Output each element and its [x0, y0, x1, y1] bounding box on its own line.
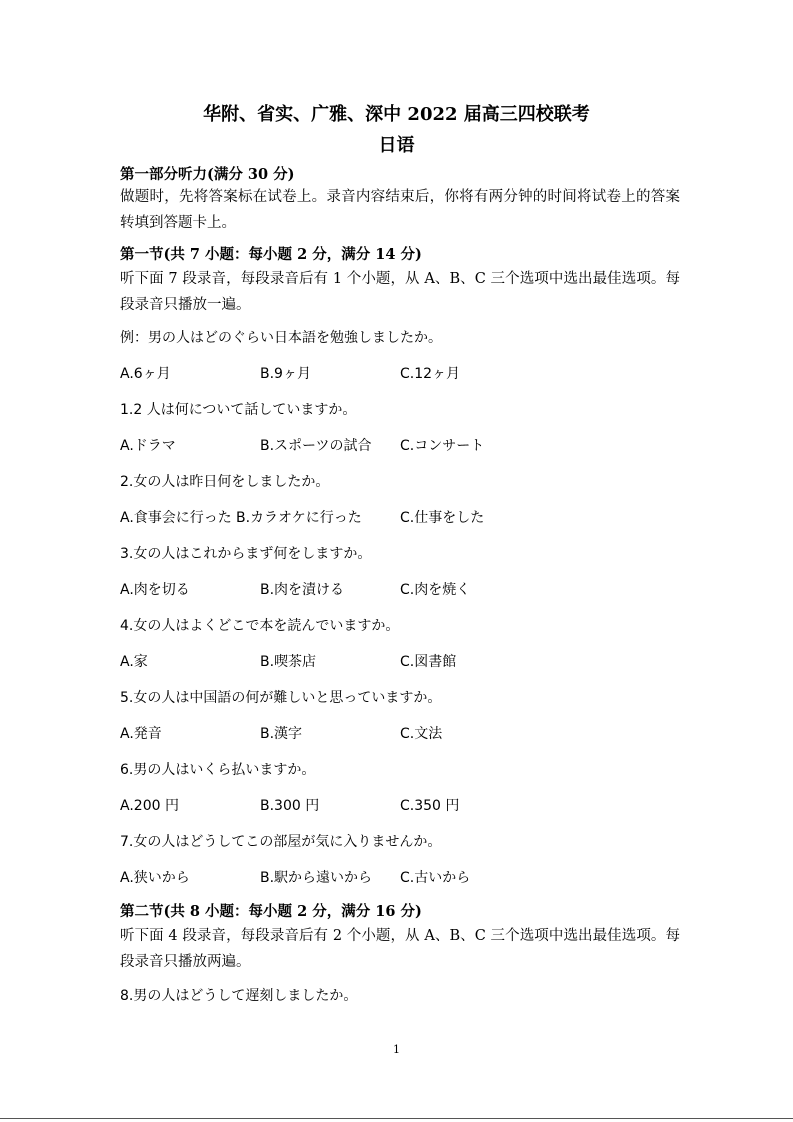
option-c: C.12ヶ月 [400, 366, 461, 382]
option-a: A.狭いから [120, 870, 190, 886]
option-b: B.300 円 [260, 798, 320, 814]
option-a: A.6ヶ月 [120, 366, 171, 382]
page-number: 1 [393, 1043, 400, 1056]
question-8: 8.男の人はどうして遅刻しましたか。 [120, 988, 358, 1004]
section2-heading: 第二节(共 8 小题：每小题 2 分，满分 16 分) [120, 903, 422, 920]
option-a: A.家 [120, 654, 148, 670]
option-c: C.肉を焼く [400, 582, 471, 598]
option-c: C.350 円 [400, 798, 460, 814]
option-b: B.スポーツの試合 [260, 438, 372, 454]
option-b: B.喫茶店 [260, 654, 317, 670]
question-1: 1.2 人は何について話していますか。 [120, 402, 357, 418]
option-c: C.古いから [400, 870, 471, 886]
section2-instructions: 听下面 4 段录音，每段录音后有 2 个小题，从 A、B、C 三个选项中选出最佳选项。每段录音只播放两遍。 [120, 928, 680, 970]
option-c: C.文法 [400, 726, 443, 742]
option-a: A.肉を切る [120, 582, 190, 598]
option-c: C.仕事をした [400, 510, 485, 526]
question-4: 4.女の人はよくどこで本を読んでいますか。 [120, 618, 400, 634]
option-b: B.駅から遠いから [260, 870, 373, 886]
question-example: 例：男の人はどのぐらい日本語を勉強しましたか。 [120, 330, 442, 346]
question-7: 7.女の人はどうしてこの部屋が気に入りませんか。 [120, 834, 442, 850]
option-b: B.漢字 [260, 726, 303, 742]
option-c: C.コンサート [400, 438, 485, 454]
question-2: 2.女の人は昨日何をしましたか。 [120, 474, 330, 490]
option-a: A.発音 [120, 726, 162, 742]
part1-heading: 第一部分听力(满分 30 分) [120, 166, 295, 183]
option-a: A.食事会に行った [120, 510, 232, 526]
section1-instructions: 听下面 7 段录音，每段录音后有 1 个小题，从 A、B、C 三个选项中选出最佳选项。每段录音只播放一遍。 [120, 271, 680, 313]
page-title: 华附、省实、广雅、深中 2022 届高三四校联考 [203, 104, 590, 125]
question-5: 5.女の人は中国語の何が難しいと思っていますか。 [120, 690, 442, 706]
part1-instructions: 做题时，先将答案标在试卷上。录音内容结束后，你将有两分钟的时间将试卷上的答案转填到答题卡上。 [120, 189, 680, 231]
option-b: B.9ヶ月 [260, 366, 311, 382]
option-a: A.ドラマ [120, 438, 176, 454]
option-b: B.肉を漬ける [260, 582, 345, 598]
page-edge-divider [0, 1118, 793, 1119]
section1-heading: 第一节(共 7 小题：每小题 2 分，满分 14 分) [120, 246, 422, 263]
option-a: A.200 円 [120, 798, 179, 814]
option-b: B.カラオケに行った [236, 510, 362, 526]
option-c: C.図書館 [400, 654, 457, 670]
question-3: 3.女の人はこれからまず何をしますか。 [120, 546, 372, 562]
subject-title: 日语 [378, 135, 415, 156]
question-6: 6.男の人はいくら払いますか。 [120, 762, 316, 778]
